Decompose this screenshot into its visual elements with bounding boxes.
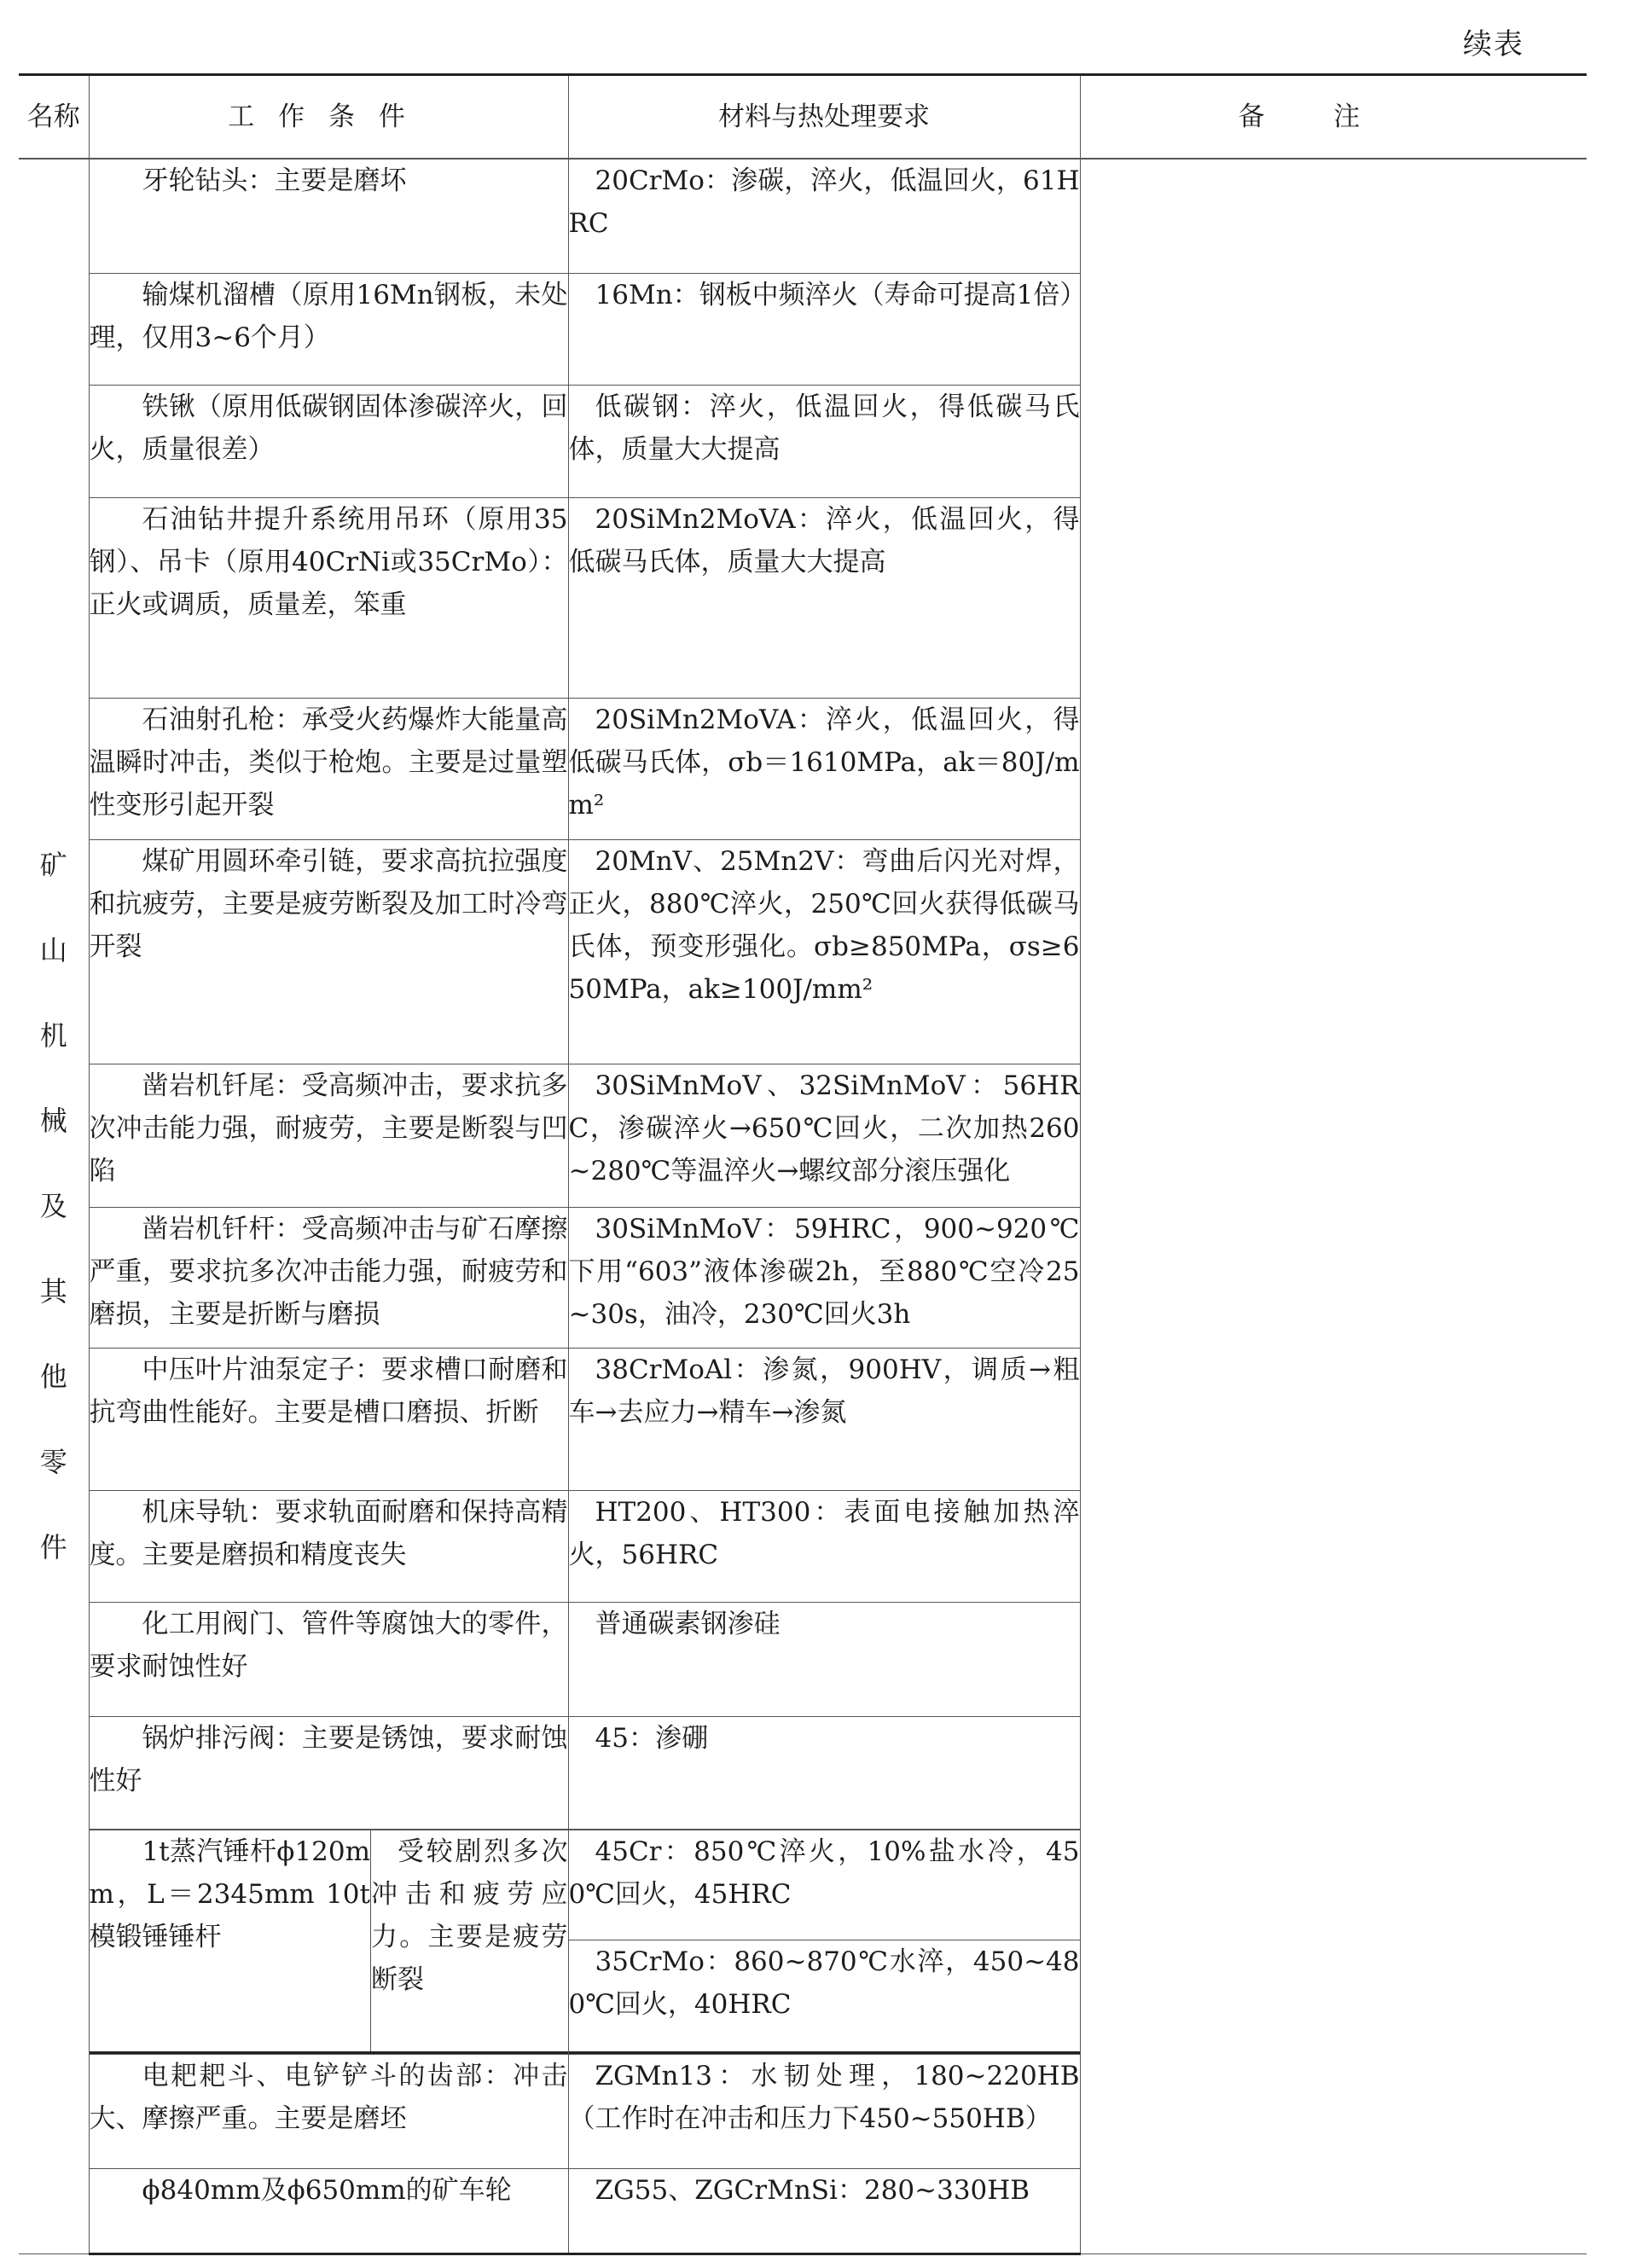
hammer-rod-condition-cell: 受较剧烈多次冲击和疲劳应力。主要是疲劳断裂 <box>371 1830 568 2052</box>
condition-cell: 石油钻井提升系统用吊环（原用35钢）、吊卡（原用40CrNi或35CrMo）：正火或调质，质量差，笨重 <box>89 497 568 698</box>
condition-cell: ϕ840mm及ϕ650mm的矿车轮 <box>89 2168 568 2253</box>
continued-label: 续表 <box>1463 27 1524 61</box>
material-cell: 16Mn：钢板中频淬火（寿命可提高1倍） <box>568 273 1080 385</box>
material-cell: 普通碳素钢渗硅 <box>568 1602 1080 1716</box>
category-cell <box>19 159 89 2253</box>
material-cell: 45Cr：850℃淬火，10%盐水冷，450℃回火，45HRC <box>569 1830 1080 1940</box>
condition-cell: 牙轮钻头：主要是磨坏 <box>89 159 568 273</box>
condition-cell: 锅炉排污阀：主要是锈蚀，要求耐蚀性好 <box>89 1716 568 1829</box>
header-conditions: 工作条件 <box>89 75 568 160</box>
material-table <box>19 73 1587 2255</box>
remarks-cell <box>1080 159 1587 2253</box>
header-row <box>19 75 1587 160</box>
category-label: 矿山机械及其他零件 <box>39 849 67 1564</box>
header-name: 名称 <box>19 75 89 160</box>
condition-cell: 机床导轨：要求轨面耐磨和保持高精度。主要是磨损和精度丧失 <box>89 1490 568 1602</box>
material-split-cell <box>568 1829 1080 2054</box>
material-split-table <box>569 1830 1080 2054</box>
material-cell: 20SiMn2MoVA：淬火，低温回火，得低碳马氏体，质量大大提高 <box>568 497 1080 698</box>
condition-cell: 输煤机溜槽（原用16Mn钢板，未处理，仅用3~6个月） <box>89 273 568 385</box>
condition-cell: 石油射孔枪：承受火药爆炸大能量高温瞬时冲击，类似于枪炮。主要是过量塑性变形引起开裂 <box>89 698 568 839</box>
material-cell: 35CrMo：860~870℃水淬，450~480℃回火，40HRC <box>569 1940 1080 2052</box>
condition-cell: 中压叶片油泵定子：要求槽口耐磨和抗弯曲性能好。主要是槽口磨损、折断 <box>89 1348 568 1490</box>
condition-cell: 凿岩机钎杆：受高频冲击与矿石摩擦严重，要求抗多次冲击能力强，耐疲劳和磨损，主要是折断与磨损 <box>89 1207 568 1348</box>
header-remarks: 备注 <box>1080 75 1587 160</box>
material-cell: 20CrMo：渗碳，淬火，低温回火，61HRC <box>568 159 1080 273</box>
condition-split-table <box>90 1830 568 2054</box>
condition-cell: 凿岩机钎尾：受高频冲击，要求抗多次冲击能力强，耐疲劳，主要是断裂与凹陷 <box>89 1064 568 1207</box>
condition-cell: 铁锹（原用低碳钢固体渗碳淬火，回火，质量很差） <box>89 385 568 497</box>
material-cell: ZGMn13：水韧处理，180~220HB（工作时在冲击和压力下450~550HB） <box>568 2054 1080 2168</box>
table-row <box>19 159 1587 273</box>
material-cell: ZG55、ZGCrMnSi：280~330HB <box>568 2168 1080 2253</box>
material-cell: 30SiMnMoV：59HRC，900~920℃下用“603”液体渗碳2h，至880℃空冷25~30s，油冷，230℃回火3h <box>568 1207 1080 1348</box>
material-cell: 低碳钢：淬火，低温回火，得低碳马氏体，质量大大提高 <box>568 385 1080 497</box>
condition-split-cell <box>89 1829 568 2054</box>
material-cell: 38CrMoAl：渗氮，900HV，调质→粗车→去应力→精车→渗氮 <box>568 1348 1080 1490</box>
material-cell: 45：渗硼 <box>568 1716 1080 1829</box>
hammer-rod-cell: 1t蒸汽锤杆ϕ120mm，L＝2345mm 10t模锻锤锤杆 <box>90 1830 371 2052</box>
material-cell: 20MnV、25Mn2V：弯曲后闪光对焊，正火，880℃淬火，250℃回火获得低碳马氏体，预变形强化。σb≥850MPa，σs≥650MPa，ak≥100J/mm² <box>568 839 1080 1064</box>
condition-cell: 电耙耙斗、电铲铲斗的齿部：冲击大、摩擦严重。主要是磨坯 <box>89 2054 568 2168</box>
material-cell: HT200、HT300：表面电接触加热淬火，56HRC <box>568 1490 1080 1602</box>
condition-cell: 煤矿用圆环牵引链，要求高抗拉强度和抗疲劳，主要是疲劳断裂及加工时冷弯开裂 <box>89 839 568 1064</box>
header-material: 材料与热处理要求 <box>568 75 1080 160</box>
condition-cell: 化工用阀门、管件等腐蚀大的零件，要求耐蚀性好 <box>89 1602 568 1716</box>
material-cell: 30SiMnMoV、32SiMnMoV：56HRC，渗碳淬火→650℃回火，二次加热260~280℃等温淬火→螺纹部分滚压强化 <box>568 1064 1080 1207</box>
material-cell: 20SiMn2MoVA：淬火，低温回火，得低碳马氏体，σb＝1610MPa，ak＝80J/mm² <box>568 698 1080 839</box>
